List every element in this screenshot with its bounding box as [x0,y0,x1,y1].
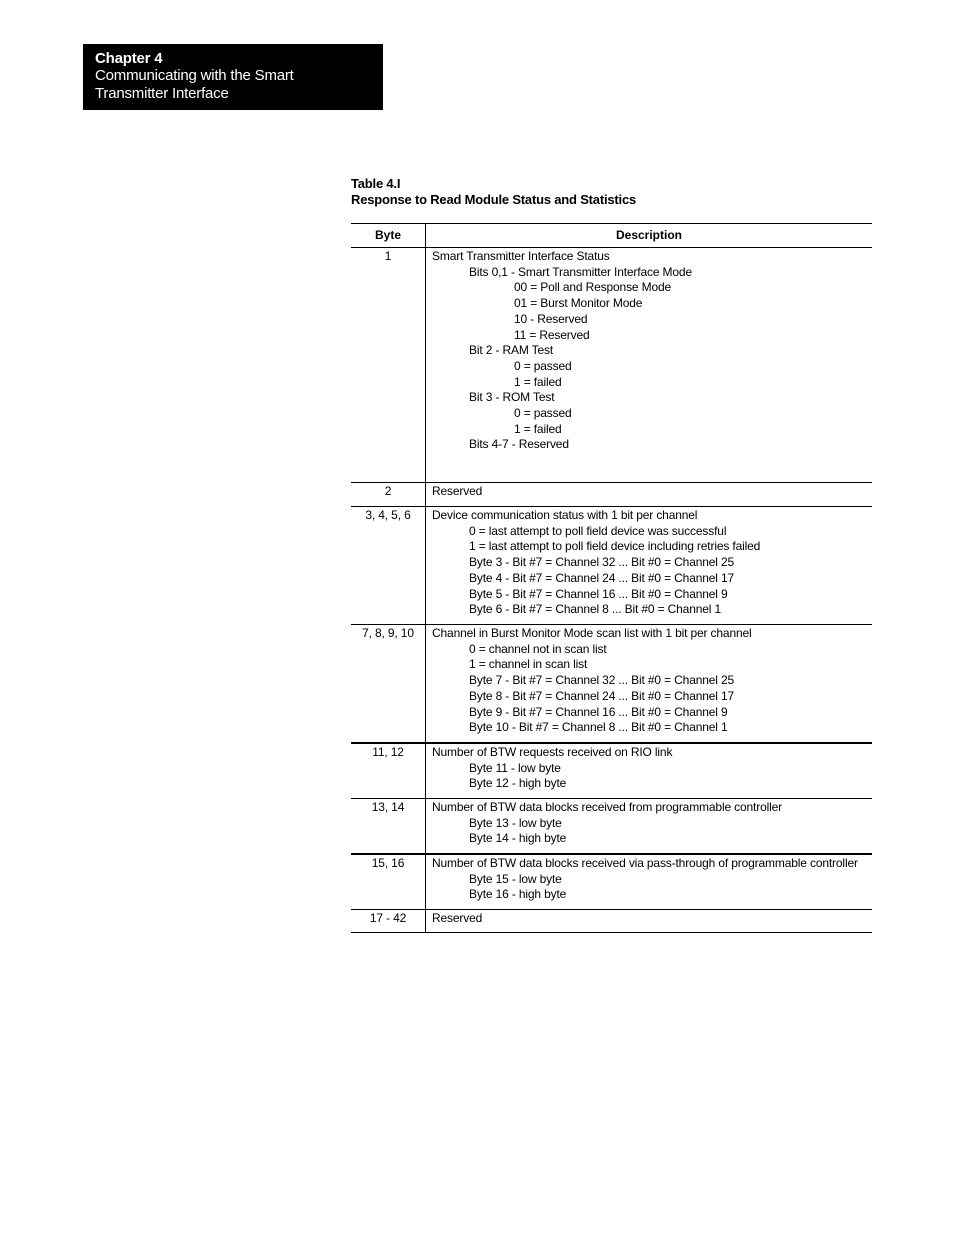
description-line: 0 = last attempt to poll field device was successful [469,523,727,538]
description-line: Smart Transmitter Interface Status [432,249,610,263]
table-row [351,744,872,799]
table-header-row [351,223,872,248]
description-line: Byte 6 - Bit #7 = Channel 8 ... Bit #0 = Channel 1 [469,602,721,617]
description-line: Number of BTW data blocks received via pass-through of programmable controller [432,856,858,870]
table-title: Response to Read Module Status and Statistics [351,192,636,207]
byte-cell: 15, 16 [351,855,426,909]
description-line: Bits 0,1 - Smart Transmitter Interface Mode [469,264,692,279]
byte-cell: 11, 12 [351,744,426,798]
chapter-title-line1: Communicating with the Smart [95,67,294,84]
table-row [351,625,872,744]
description-line: Reserved [432,911,483,925]
description-line: Byte 11 - low byte [469,760,561,775]
table-row [351,855,872,910]
description-line: Device communication status with 1 bit per channel [432,508,698,522]
description-cell [426,248,872,482]
description-line: Byte 3 - Bit #7 = Channel 32 ... Bit #0 = Channel 25 [469,555,735,570]
description-line: Byte 13 - low byte [469,815,562,830]
table-row [351,507,872,625]
description-line: Bit 2 - RAM Test [469,343,554,358]
description-line: 0 = channel not in scan list [469,641,607,656]
description-line: Channel in Burst Monitor Mode scan list with 1 bit per channel [432,626,752,640]
chapter-title-line2: Transmitter Interface [95,85,229,102]
description-cell [426,855,872,909]
description-line: Byte 12 - high byte [469,776,567,791]
description-line: 01 = Burst Monitor Mode [514,296,643,311]
description-line: Byte 14 - high byte [469,831,567,846]
description-line: 1 = last attempt to poll field device including retries failed [469,539,761,554]
table-number: Table 4.I [351,176,401,191]
description-line: 11 = Reserved [514,327,590,342]
description-line: 1 = failed [514,421,562,436]
description-line: 1 = channel in scan list [469,657,588,672]
description-cell [426,625,872,742]
description-line: Byte 10 - Bit #7 = Channel 8 ... Bit #0 = Channel 1 [469,720,728,735]
description-line: Byte 5 - Bit #7 = Channel 16 ... Bit #0 = Channel 9 [469,586,728,601]
description-cell [426,910,872,932]
table-row [351,248,872,483]
description-line: Reserved [432,484,483,498]
byte-cell: 3, 4, 5, 6 [351,507,426,624]
description-line: Number of BTW requests received on RIO link [432,745,673,759]
description-line: 0 = passed [514,358,572,373]
description-line: Bit 3 - ROM Test [469,390,555,405]
description-line: 10 - Reserved [514,311,588,326]
description-cell [426,744,872,798]
description-cell [426,483,872,506]
description-line: Byte 16 - high byte [469,887,567,902]
chapter-header [83,44,383,110]
description-cell [426,799,872,853]
byte-cell: 13, 14 [351,799,426,853]
table-row [351,483,872,507]
status-table [351,223,872,933]
description-line: Byte 9 - Bit #7 = Channel 16 ... Bit #0 = Channel 9 [469,704,728,719]
chapter-label: Chapter 4 [95,50,163,67]
table-row [351,910,872,933]
column-header-byte: Byte [351,224,426,247]
description-line: 0 = passed [514,406,572,421]
byte-cell: 1 [351,248,426,482]
description-line: Number of BTW data blocks received from programmable controller [432,800,783,814]
description-line: Byte 7 - Bit #7 = Channel 32 ... Bit #0 = Channel 25 [469,673,735,688]
table-row [351,799,872,855]
byte-cell: 17 - 42 [351,910,426,932]
description-line: Byte 4 - Bit #7 = Channel 24 ... Bit #0 = Channel 17 [469,570,735,585]
byte-cell: 7, 8, 9, 10 [351,625,426,742]
description-line: 1 = failed [514,374,562,389]
description-line: Bits 4-7 - Reserved [469,437,569,452]
description-cell [426,507,872,624]
description-line: 00 = Poll and Response Mode [514,280,672,295]
table-caption [351,176,636,208]
description-line: Byte 15 - low byte [469,871,562,886]
column-header-description: Description [615,228,682,242]
description-line: Byte 8 - Bit #7 = Channel 24 ... Bit #0 = Channel 17 [469,688,735,703]
byte-cell: 2 [351,483,426,506]
